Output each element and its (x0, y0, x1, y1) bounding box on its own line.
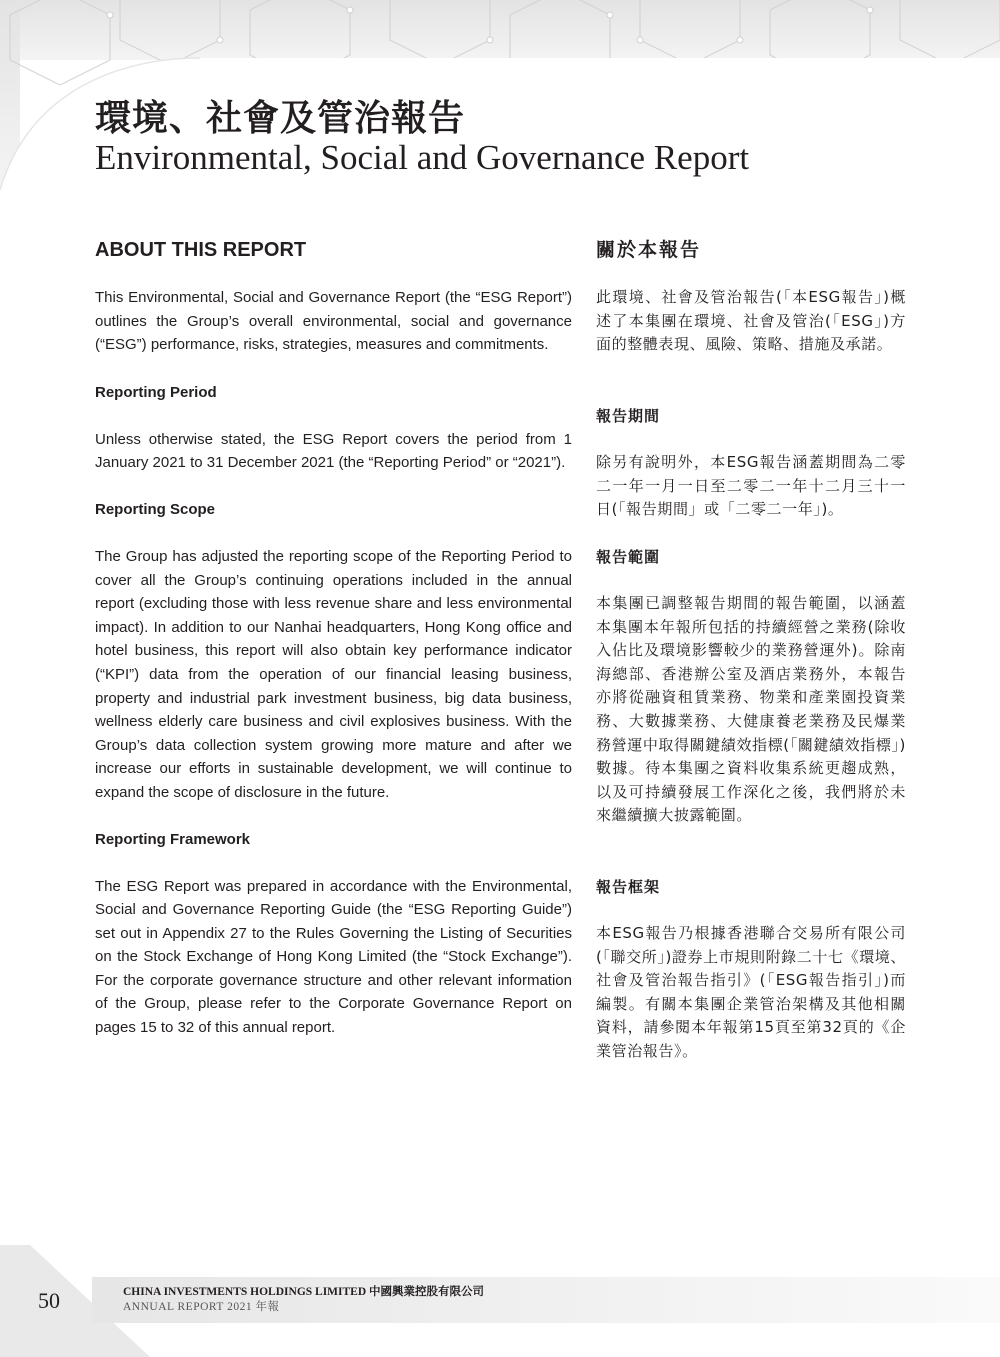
section-heading-about: ABOUT THIS REPORT (95, 239, 307, 261)
intro-paragraph-chinese: 此環境、社會及管治報告(「本ESG報告」)概述了本集團在環境、社會及管治(「ESG」)方面的整體表現、風險、策略、措施及承諾。 (596, 288, 906, 354)
page-title-english: Environmental, Social and Governance Report (95, 138, 750, 177)
paragraph-reporting-framework-chinese: 本ESG報告乃根據香港聯合交易所有限公司(「聯交所」)證券上市規則附錄二十七《環境、社會及管治報告指引》(「ESG報告指引」)而編製。有關本集團企業管治架構及其他相關資料，請參閱本年報第15頁至第32頁的《企業管治報告》。 (596, 924, 906, 1060)
page-title-chinese: 環境、社會及管治報告 (95, 97, 466, 139)
subheading-reporting-framework: Reporting Framework (95, 830, 251, 848)
english-column (95, 236, 572, 1040)
paragraph-reporting-period: Unless otherwise stated, the ESG Report covers the period from 1 January 2021 to 31 December 2021 (the “Reporting Period” or “2021”). (95, 430, 572, 472)
footer-report-name: ANNUAL REPORT 2021 年報 (123, 1301, 280, 1313)
paragraph-reporting-period-chinese: 除另有說明外，本ESG報告涵蓋期間為二零二一年一月一日至二零二一年十二月三十一日(「報告期間」或「二零二一年」)。 (596, 453, 906, 519)
subheading-reporting-scope-chinese: 報告範圍 (596, 548, 661, 566)
page-number: 50 (38, 1288, 60, 1313)
paragraph-reporting-framework: The ESG Report was prepared in accordance with the Environmental, Social and Governance Reporting Guide (the “ESG Reporting Guide”) set out in Appendix 27 to the Rules Governing the Listing of Securities on the Stock Exchange of Hong Kong Limited (the “Stock Exchange”). For the corporate governance structure and other relevant information of the Group, please refer to the Corporate Governance Report on pages 15 to 32 of this annual report. (95, 877, 572, 1037)
subheading-reporting-period: Reporting Period (95, 383, 217, 401)
section-heading-about-chinese: 關於本報告 (596, 239, 702, 261)
paragraph-reporting-scope-chinese: 本集團已調整報告期間的報告範圍，以涵蓋本集團本年報所包括的持續經營之業務(除收入佔比及環境影響較少的業務營運外)。除南海總部、香港辦公室及酒店業務外，本報告亦將從融資租賃業務、物業和產業園投資業務、大數據業務、大健康養老業務及民爆業務營運中取得關鍵績效指標(「關鍵績效指標」)數據。待本集團之資料收集系統更趨成熟，以及可持續發展工作深化之後，我們將於未來繼續擴大披露範圍。 (596, 594, 906, 825)
subheading-reporting-period-chinese: 報告期間 (596, 407, 661, 425)
footer-company-name: CHINA INVESTMENTS HOLDINGS LIMITED 中國興業控股有限公司 (123, 1286, 485, 1298)
paragraph-reporting-scope: The Group has adjusted the reporting scope of the Reporting Period to cover all the Group’s continuing operations included in the annual report (excluding those with less revenue share and less environmental impact). In addition to our Nanhai headquarters, Hong Kong office and hotel business, this report will also obtain key performance indicator (“KPI”) data from the operation of our financial leasing business, property and industrial park investment business, big data business, wellness elderly care business and civil explosives business. With the Group’s data collection system growing more mature and after we increase our efforts in sustainable development, we will continue to expand the scope of disclosure in the future. (95, 547, 572, 801)
subheading-reporting-scope: Reporting Scope (95, 500, 216, 518)
subheading-reporting-framework-chinese: 報告框架 (596, 878, 661, 896)
intro-paragraph: This Environmental, Social and Governance Report (the “ESG Report”) outlines the Group’s overall environmental, social and governance (“ESG”) performance, risks, strategies, measures and commitments. (95, 289, 572, 354)
chinese-column (596, 236, 906, 1064)
